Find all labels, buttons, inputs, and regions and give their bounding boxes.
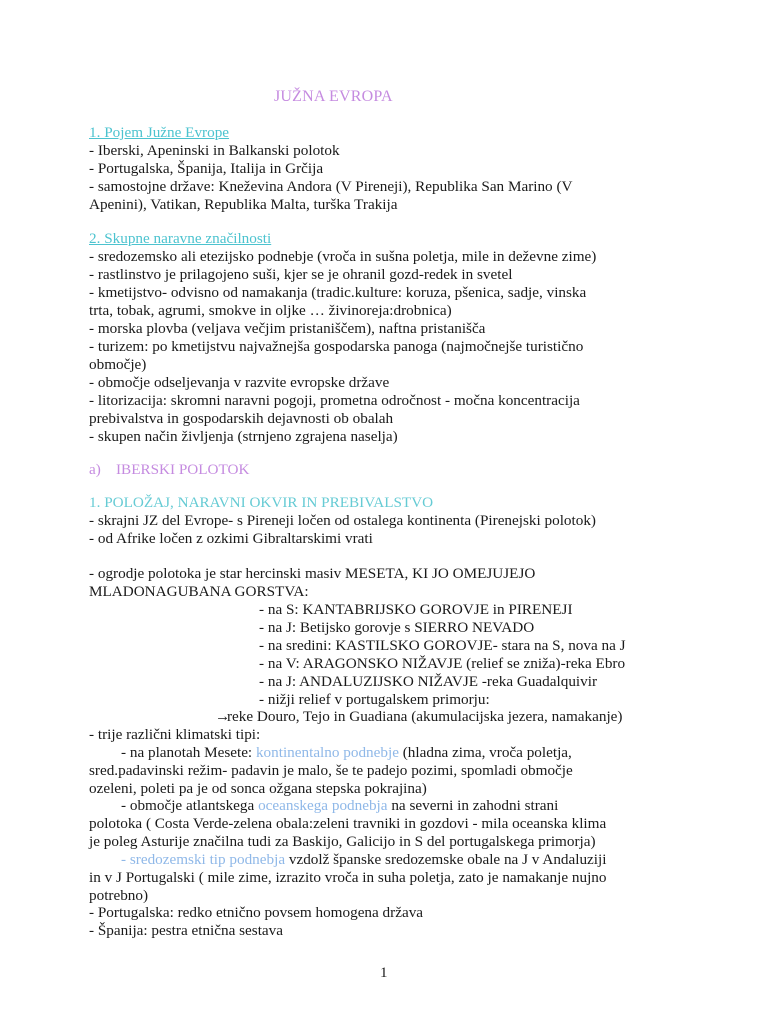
climate-3-dash: -: [121, 851, 130, 868]
section-3-heading: 1. POLOŽAJ, NARAVNI OKVIR IN PREBIVALSTVO: [89, 494, 434, 511]
text-line: - skrajni JZ del Evrope- s Pireneji ločen od ostalega kontinenta (Pirenejski polotok): [89, 512, 596, 529]
text-line: trta, tobak, agrumi, smokve in oljke … živinoreja:drobnica): [89, 302, 452, 319]
mountain-item: - nižji relief v portugalskem primorju:: [259, 691, 490, 708]
climate-3-highlight: sredozemski tip podnebja: [129, 851, 286, 868]
text-line: je poleg Asturije značilna tudi za Baskijo, Galicijo in S del portugalskega primorja): [89, 833, 596, 850]
climate-3-line: [121, 851, 606, 869]
text-line: sred.padavinski režim- padavin je malo, še te padejo pozimi, spomladi območje: [89, 762, 573, 779]
text-line: - morska plovba (veljava večjim pristaniščem), naftna pristanišča: [89, 320, 486, 337]
climate-2-line: [121, 797, 558, 815]
text-line: - območje odseljevanja v razvite evropske države: [89, 374, 390, 391]
mountain-item: - na sredini: KASTILSKO GOROVJE- stara na S, nova na J: [259, 637, 626, 654]
text-line: - Španija: pestra etnična sestava: [89, 922, 283, 939]
text-line: - Portugalska, Španija, Italija in Grčija: [89, 160, 324, 177]
mountain-item: - na V: ARAGONSKO NIŽAVJE (relief se zniža)-reka Ebro: [259, 655, 626, 672]
climate-1-suffix: (hladna zima, vroča poletja,: [398, 744, 572, 761]
text-line: - skupen način življenja (strnjeno zgrajena naselja): [89, 428, 398, 445]
text-line: potrebno): [89, 887, 149, 904]
climate-2-suffix: na severni in zahodni strani: [387, 797, 559, 814]
text-line: ozeleni, poleti pa je od sonca ožgana stepska pokrajina): [89, 780, 427, 797]
text-line: - turizem: po kmetijstvu najvažnejša gospodarska panoga (najmočnejše turistično: [89, 338, 584, 355]
text-line: - trije različni klimatski tipi:: [89, 726, 261, 743]
text-line: prebivalstva in gospodarskih dejavnosti ob obalah: [89, 410, 394, 427]
text-line: in v J Portugalski ( mile zime, izrazito vroča in suha poletja, zato je namakanje nujno: [89, 869, 607, 886]
text-line: - samostojne države: Kneževina Andora (V Pireneji), Republika San Marino (V: [89, 178, 573, 195]
mountain-item: - na J: ANDALUZIJSKO NIŽAVJE -reka Guadalquivir: [259, 673, 598, 690]
text-line: - ogrodje polotoka je star hercinski masiv MESETA, KI JO OMEJUJEJO: [89, 565, 536, 582]
subsection-a-label: a): [89, 461, 101, 478]
text-line: območje): [89, 356, 147, 373]
arrow-icon: →: [215, 708, 231, 725]
climate-1-prefix: - na planotah Mesete:: [121, 744, 256, 761]
section-2-heading: 2. Skupne naravne značilnosti: [89, 230, 272, 247]
climate-2-highlight: oceanskega podnebja: [258, 797, 388, 814]
text-line: - kmetijstvo- odvisno od namakanja (tradic.kulture: koruza, pšenica, sadje, vinska: [89, 284, 587, 301]
climate-2-prefix: - območje atlantskega: [121, 797, 259, 814]
text-line: - litorizacija: skromni naravni pogoji, prometna odročnost - močna koncentracija: [89, 392, 580, 409]
text-line: MLADONAGUBANA GORSTVA:: [89, 583, 309, 600]
climate-1-line: [121, 744, 572, 762]
text-line: - sredozemsko ali etezijsko podnebje (vroča in sušna poletja, mile in deževne zime): [89, 248, 597, 265]
mountain-item: - na J: Betijsko gorovje s SIERRO NEVADO: [259, 619, 535, 636]
section-1-heading: 1. Pojem Južne Evrope: [89, 124, 230, 141]
text-line: polotoka ( Costa Verde-zelena obala:zeleni travniki in gozdovi - mila oceanska klima: [89, 815, 607, 832]
text-line: - Portugalska: redko etnično povsem homogena država: [89, 904, 424, 921]
subsection-a-heading: IBERSKI POLOTOK: [116, 461, 250, 478]
page-number: 1: [380, 965, 388, 981]
text-line: - Iberski, Apeninski in Balkanski polotok: [89, 142, 340, 159]
text-line: Apenini), Vatikan, Republika Malta, turška Trakija: [89, 196, 398, 213]
rivers-line: reke Douro, Tejo in Guadiana (akumulacijska jezera, namakanje): [227, 708, 623, 725]
text-line: - od Afrike ločen z ozkimi Gibraltarskimi vrati: [89, 530, 373, 547]
climate-3-suffix: vzdolž španske sredozemske obale na J v Andaluziji: [285, 851, 607, 868]
text-line: - rastlinstvo je prilagojeno suši, kjer se je ohranil gozd-redek in svetel: [89, 266, 513, 283]
page-title: JUŽNA EVROPA: [274, 88, 393, 105]
mountain-item: - na S: KANTABRIJSKO GOROVJE in PIRENEJI: [259, 601, 573, 618]
climate-1-highlight: kontinentalno podnebje: [255, 744, 399, 761]
